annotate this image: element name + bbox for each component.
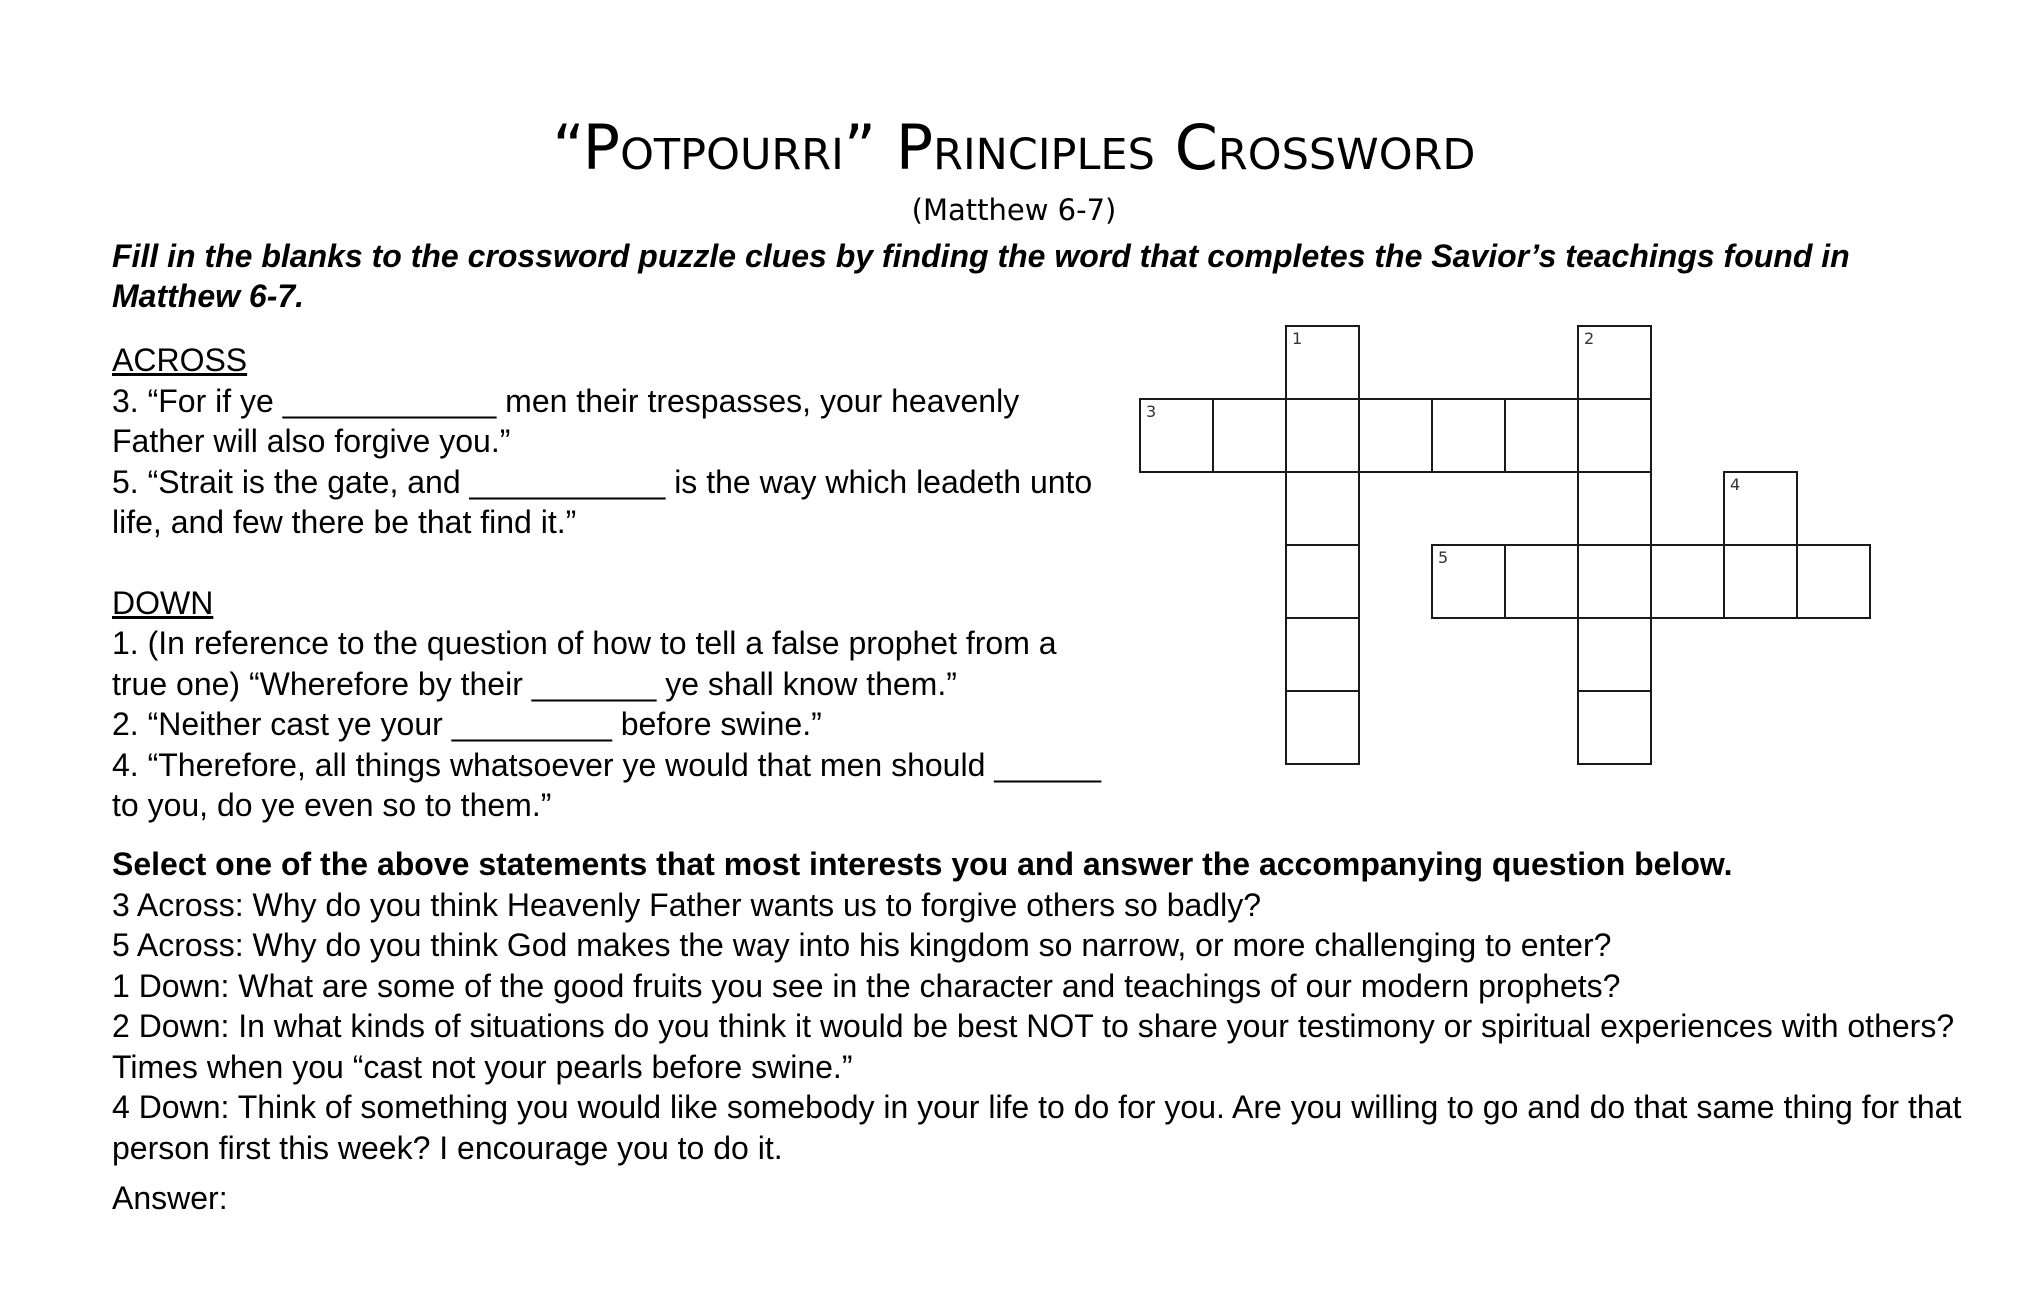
question-4-down: 4 Down: Think of something you would like somebody in your life to do for you. Are you willing to go and do that same thing for that person first this week? I encourage you to do it.: [112, 1089, 1962, 1166]
crossword-cell[interactable]: [1797, 545, 1870, 618]
crossword-cell[interactable]: [1578, 326, 1651, 399]
crossword-cell[interactable]: [1651, 545, 1724, 618]
crossword-cell[interactable]: [1286, 472, 1359, 545]
crossword-cell[interactable]: [1359, 399, 1432, 472]
question-2-down: 2 Down: In what kinds of situations do you think it would be best NOT to share your testimony or spiritual experiences with others? Times when you “cast not your pearls before swine.”: [112, 1008, 1955, 1085]
questions-heading: Select one of the above statements that most interests you and answer the accompanying question below.: [112, 846, 1733, 882]
question-list: [112, 844, 1992, 1168]
answer-label: Answer:: [112, 1180, 228, 1216]
crossword-cell[interactable]: [1578, 691, 1651, 764]
crossword-cell[interactable]: [1578, 545, 1651, 618]
question-1-down: 1 Down: What are some of the good fruits you see in the character and teachings of our modern prophets?: [112, 967, 1621, 1004]
crossword-cell[interactable]: [1578, 618, 1651, 691]
cell-number: 2: [1584, 329, 1595, 348]
cell-number: 5: [1438, 548, 1449, 567]
crossword-cell[interactable]: [1286, 545, 1359, 618]
down-heading: DOWN: [112, 584, 214, 621]
crossword-cell[interactable]: [1286, 618, 1359, 691]
clue-across-3: 3. “For if ye ____________ men their trespasses, your heavenly Father will also forgive you.”: [112, 382, 1020, 459]
question-3-across: 3 Across: Why do you think Heavenly Father wants us to forgive others so badly?: [112, 886, 1262, 923]
crossword-cell[interactable]: [1286, 691, 1359, 764]
crossword-cell[interactable]: [1578, 472, 1651, 545]
page-subtitle: (Matthew 6-7): [911, 193, 1117, 227]
crossword-cell[interactable]: [1140, 399, 1213, 472]
clue-down-2: 2. “Neither cast ye your _________ before swine.”: [112, 706, 822, 742]
crossword-cell[interactable]: [1432, 545, 1505, 618]
across-heading: ACROSS: [112, 342, 248, 378]
clue-list: [112, 340, 1112, 826]
crossword-cell[interactable]: [1286, 326, 1359, 399]
cell-number: 4: [1730, 475, 1741, 494]
crossword-cell[interactable]: [1724, 545, 1797, 618]
crossword-cell[interactable]: [1432, 399, 1505, 472]
crossword-cell[interactable]: [1724, 472, 1797, 545]
clue-down-4: 4. “Therefore, all things whatsoever ye would that men should ______ to you, do ye even so to them.”: [112, 746, 1102, 823]
crossword-cell[interactable]: [1578, 399, 1651, 472]
crossword-cell[interactable]: [1286, 399, 1359, 472]
cell-number: 1: [1292, 329, 1303, 348]
crossword-cell[interactable]: [1213, 399, 1286, 472]
question-5-across: 5 Across: Why do you think God makes the way into his kingdom so narrow, or more challenging to enter?: [112, 927, 1612, 963]
instructions: Fill in the blanks to the crossword puzzle clues by finding the word that completes the Savior’s teachings found in Matthew 6-7.: [112, 238, 1850, 314]
clue-down-1: 1. (In reference to the question of how to tell a false prophet from a true one) “Wherefore by their _______ ye shall know them.”: [112, 625, 1057, 702]
crossword-cell[interactable]: [1505, 545, 1578, 618]
page-title: “Potpourri” Principles Crossword: [552, 111, 1476, 184]
clue-across-5: 5. “Strait is the gate, and ___________ is the way which leadeth unto life, and few there be that find it.”: [112, 463, 1093, 540]
cell-number: 3: [1146, 402, 1157, 421]
crossword-cell[interactable]: [1505, 399, 1578, 472]
